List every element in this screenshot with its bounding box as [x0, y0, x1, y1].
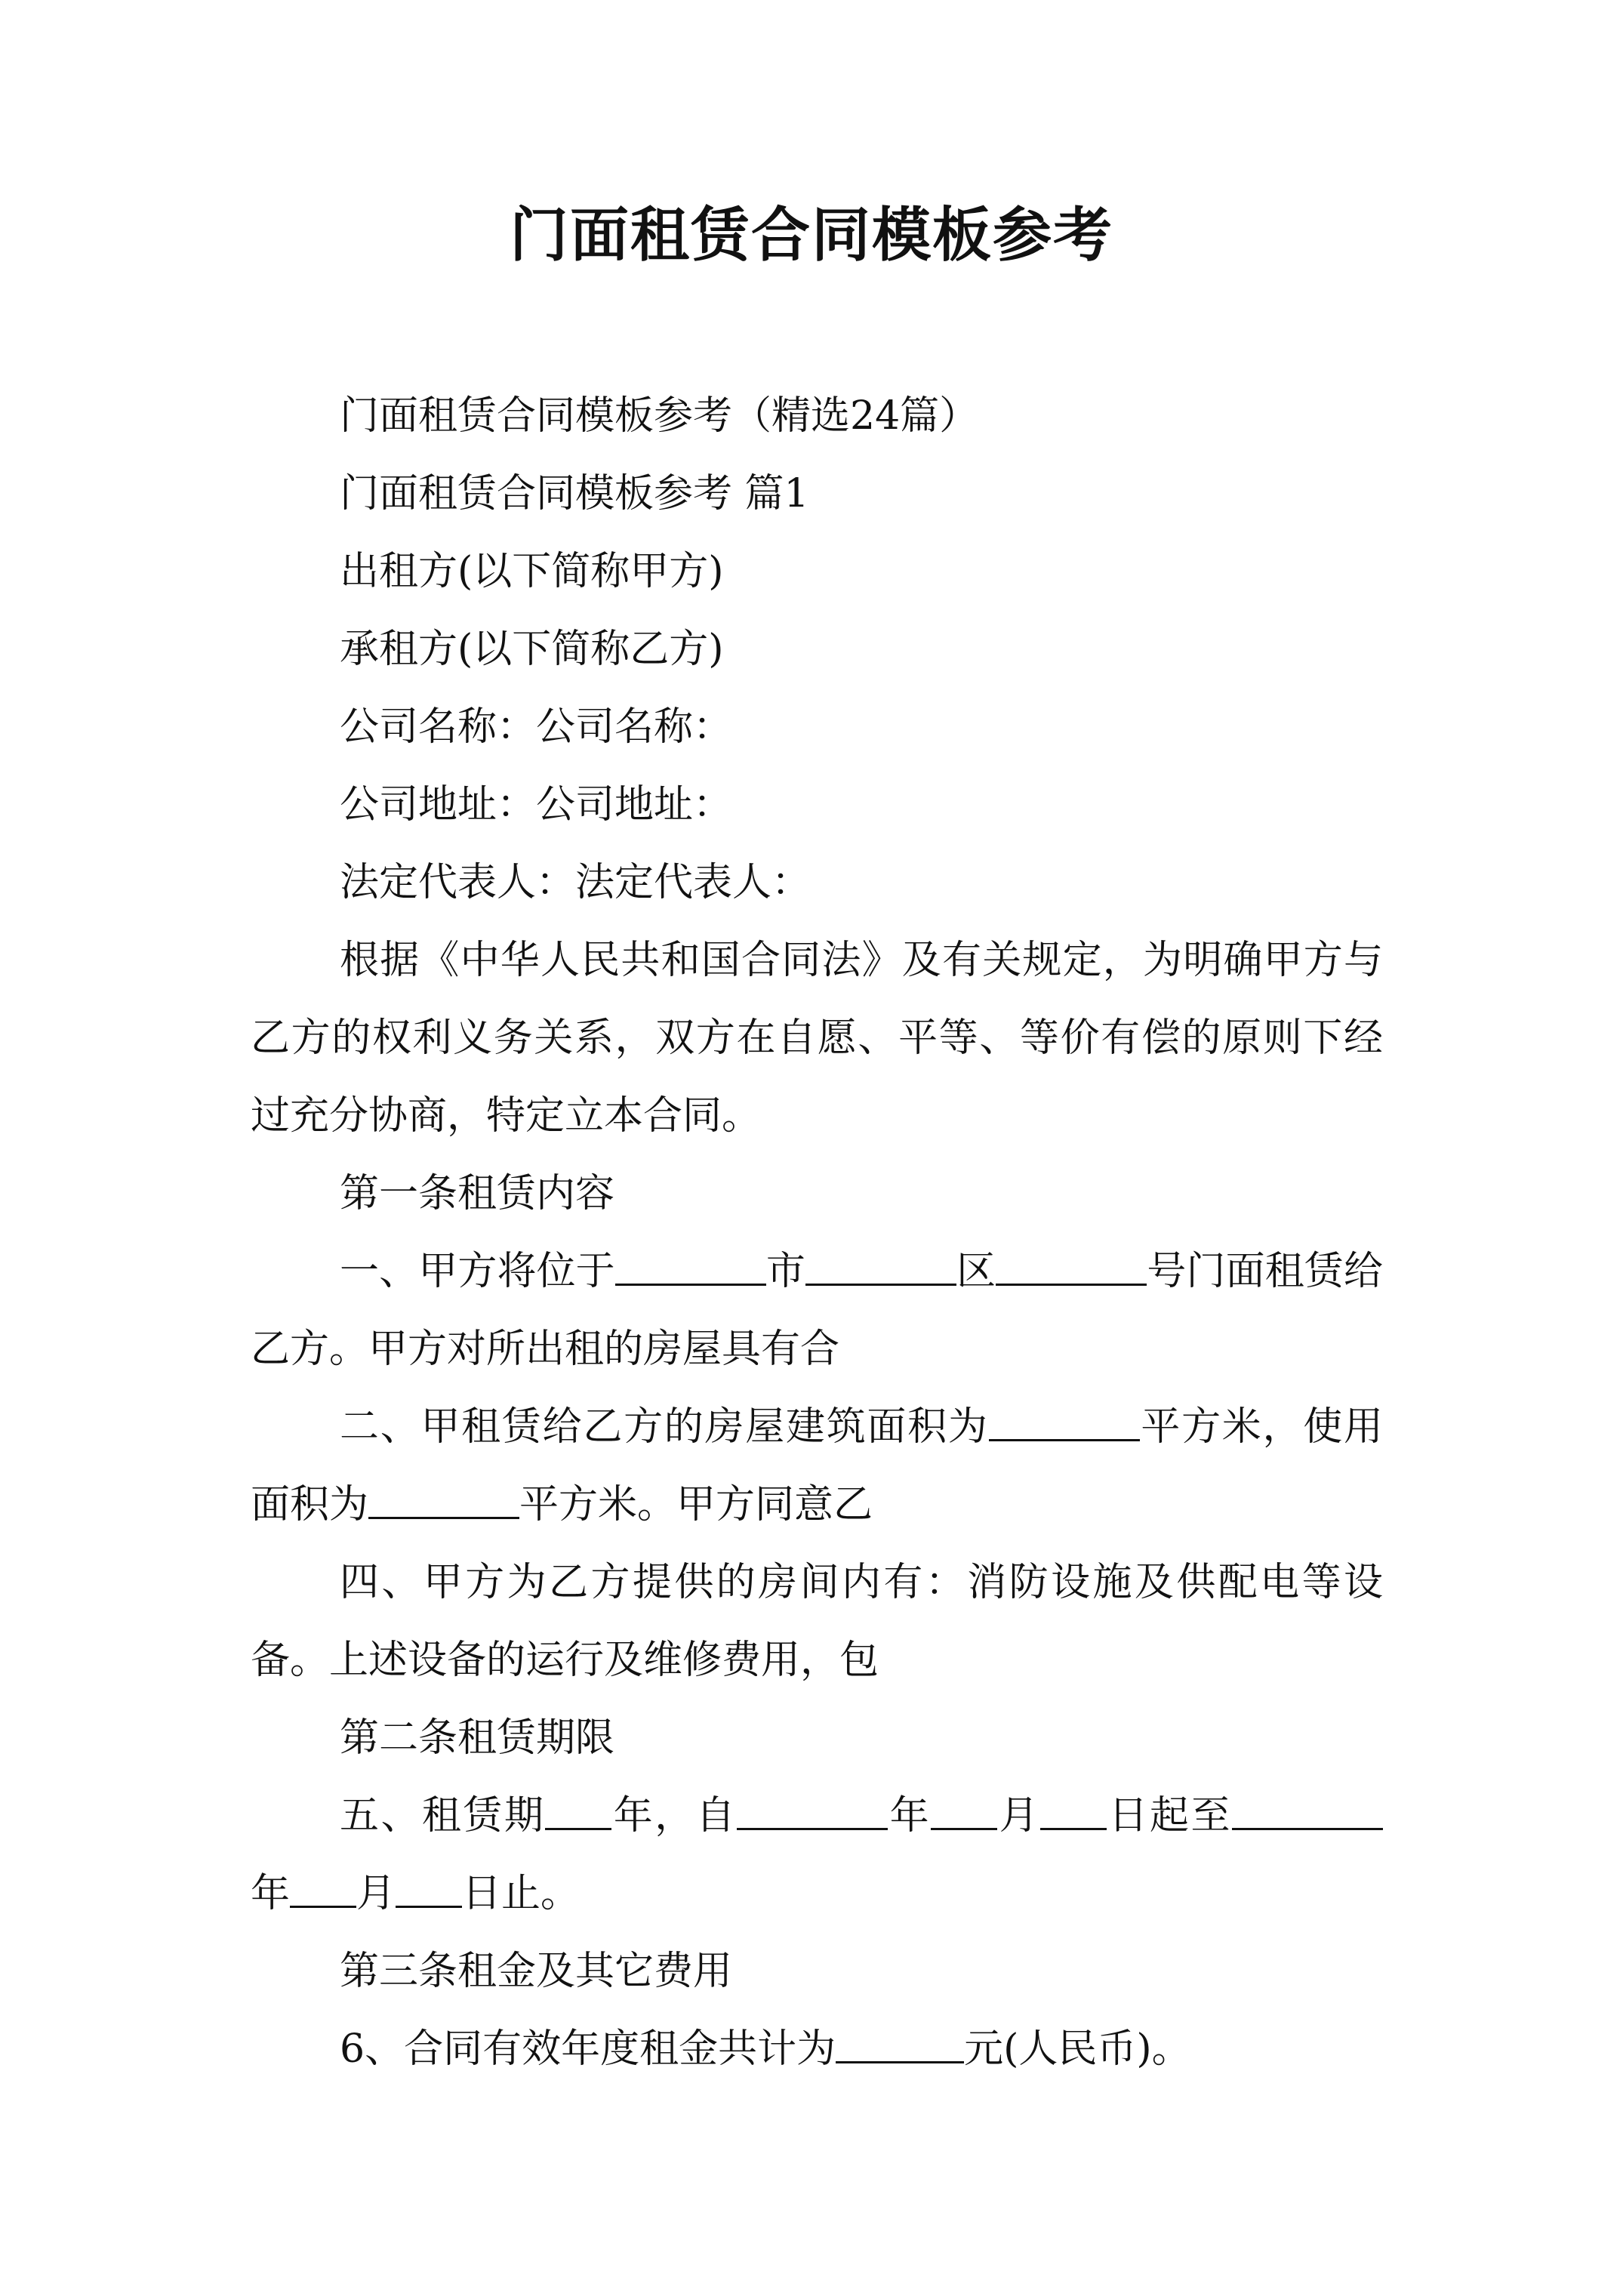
item-6-text-a: 6、合同有效年度租金共计为	[340, 2026, 836, 2072]
blank-end-month[interactable]	[290, 1875, 356, 1908]
blank-end-day[interactable]	[396, 1875, 462, 1908]
item-1-text-c: 区	[956, 1249, 996, 1294]
blank-building-area[interactable]	[989, 1409, 1140, 1441]
company-name-line: 公司名称：公司名称：	[340, 704, 733, 750]
blank-usable-area[interactable]	[368, 1487, 519, 1519]
item-5-text-f: 年	[251, 1871, 291, 1916]
item-5-text-a: 五、租赁期	[340, 1793, 546, 1838]
item-1-text-d: 号门面租赁给乙方。甲方对所出租的房屋具有合	[251, 1249, 1383, 1372]
preamble-paragraph: 根据《中华人民共和国合同法》及有关规定，为明确甲方与乙方的权利义务关系，双方在自愿、平等、等价有偿的原则下经过充分协商，特定立本合同。	[251, 938, 1383, 1139]
item-2-text-b: 平方米，使用面积为	[251, 1404, 1383, 1527]
section-heading: 门面租赁合同模板参考 篇1	[340, 471, 809, 516]
item-1-text-b: 市	[765, 1249, 806, 1294]
item-5-text-b: 年，自	[611, 1793, 738, 1838]
item-5-paragraph	[251, 1777, 1383, 1933]
article-3-heading: 第三条租金及其它费用	[340, 1949, 733, 1994]
item-6-text-b: 元(人民币)。	[964, 2026, 1191, 2072]
item-2-text-c: 平方米。甲方同意乙	[519, 1482, 873, 1527]
item-1-text-a: 一、甲方将位于	[340, 1249, 615, 1294]
blank-start-year[interactable]	[737, 1798, 888, 1830]
item-5-text-c: 年	[888, 1793, 932, 1838]
document-title: 门面租赁合同模板参考	[509, 201, 1113, 270]
item-5-text-h: 日止。	[462, 1871, 581, 1916]
article-1-heading: 第一条租赁内容	[340, 1171, 615, 1216]
item-5-text-e: 日起至	[1107, 1793, 1232, 1838]
item-5-text-g: 月	[356, 1871, 396, 1916]
item-6-paragraph	[251, 2011, 1383, 2088]
blank-end-year[interactable]	[1232, 1798, 1383, 1830]
item-2-text-a: 二、甲租赁给乙方的房屋建筑面积为	[340, 1404, 989, 1450]
blank-district[interactable]	[805, 1253, 956, 1286]
lessor-line: 出租方(以下简称甲方)	[340, 549, 724, 594]
item-2-paragraph	[251, 1388, 1383, 1544]
item-5-text-d: 月	[997, 1793, 1041, 1838]
subtitle: 门面租赁合同模板参考（精选24篇）	[340, 393, 979, 439]
blank-number[interactable]	[996, 1253, 1147, 1286]
lessee-line: 承租方(以下简称乙方)	[340, 627, 724, 672]
item-1-paragraph	[251, 1233, 1383, 1388]
blank-start-day[interactable]	[1040, 1798, 1107, 1830]
company-address-line: 公司地址：公司地址：	[340, 782, 733, 827]
blank-term-years[interactable]	[545, 1798, 611, 1830]
legal-rep-line: 法定代表人：法定代表人：	[340, 860, 812, 905]
document-body	[251, 378, 1383, 2088]
item-4-paragraph: 四、甲方为乙方提供的房间内有：消防设施及供配电等设备。上述设备的运行及维修费用，包	[251, 1560, 1383, 1683]
blank-city[interactable]	[615, 1253, 766, 1286]
blank-annual-rent[interactable]	[836, 2031, 964, 2063]
blank-start-month[interactable]	[931, 1798, 997, 1830]
article-2-heading: 第二条租赁期限	[340, 1715, 615, 1761]
